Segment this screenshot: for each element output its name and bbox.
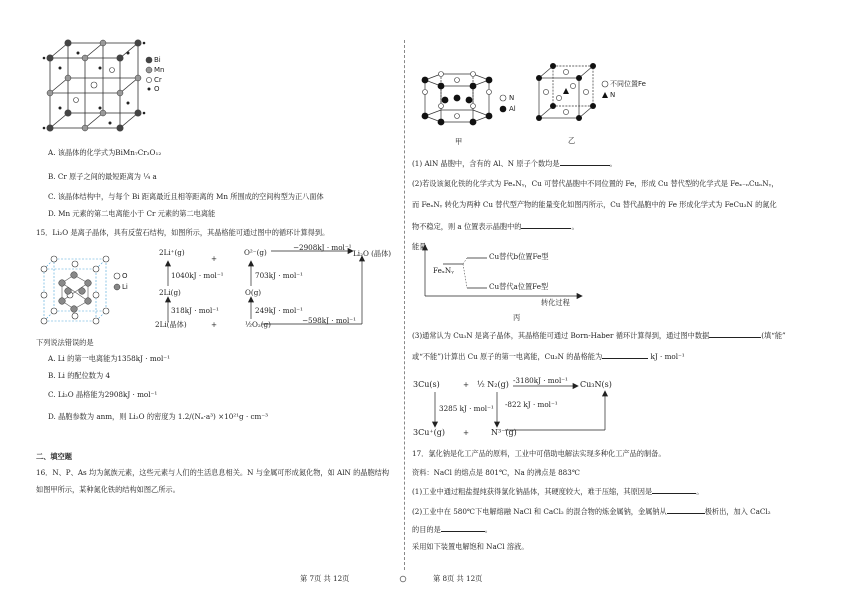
legend1-mn: Mn [154,66,165,74]
cycle2-cu-solid: 3Cu(s) [413,380,440,389]
cr-legend-dot [146,77,151,82]
q17-part1-text: (1)工业中通过粗盐提纯获得氯化钠晶体，其硬度较大，难于压缩，其原因是 [412,487,653,496]
q15-prompt: 下列说法错误的是 [36,338,94,347]
iron-nitride-cell-figure [535,62,597,124]
q16-part2-line2: 而 FeₓNᵧ 转化为两种 Cu 替代型产物的能量变化如图丙所示，Cu 替代晶胞中的 Fe 形成化学式为 FeCu₃N 的氮化 [412,200,777,209]
legend1-bi: Bi [154,56,161,64]
n-triangle-legend [602,92,608,98]
q17-part2-tail: 极析出，加入 CaCl₂ [704,507,771,516]
q17-data: 资料：NaCl 的熔点是 801℃，Na 的沸点是 883℃ [412,468,580,477]
cycle2-n-ion: N³⁻(g) [491,428,517,437]
q15-option-b-text: Li 的配位数为 4 [57,371,111,380]
q17-apparatus-intro: 采用如下装置电解饱和 NaCl 溶液。 [412,542,529,551]
energy-lower-product: Cu替代a位置Fe型 [489,282,549,291]
q15-option-d-letter: D. [48,412,56,421]
aln-cell-figure [417,70,497,130]
q15-option-a-letter: A. [48,354,56,363]
energy-ylabel: 能量 [412,242,427,251]
fig-jia-caption: 甲 [455,137,463,146]
q16-part3-line1-tail: (填“能” [761,331,786,340]
q16-part1-blank[interactable] [560,158,610,166]
q17-part2-blank2[interactable] [441,524,485,532]
q17-part2-line2: 的目的是 。 [412,525,492,534]
q15-option-c-text: Li₂O 晶格能为2908kJ · mol⁻¹ [57,390,158,399]
q16-part3-line2-text: 或“不能”)计算出 Cu 原子的第一电离能，Cu₃N 的晶格能为 [412,352,603,361]
footer-page-left: 第 7页 共 12页 [300,574,350,583]
cycle2-cu-ion: 3Cu⁺(g) [413,428,445,437]
q14-option-c [48,192,324,202]
q17-part2-line1 [412,506,771,517]
cycle2-product: Cu₃N(s) [580,380,612,389]
fe-legend-dot [602,81,608,87]
al-legend-dot [500,106,507,113]
bi-legend-dot [146,57,153,64]
q16-part1-text: (1) AlN 晶胞中，含有的 Al、N 原子个数均是 [412,159,560,168]
q16-part3-unit: kJ · mol⁻¹ [650,352,685,361]
cycle-li-gas: 2Li(g) [159,288,181,297]
q16-stem-line2: 如图甲所示，某种氮化铁的结构如图乙所示。 [36,485,180,494]
yi-legend-n: N [610,91,616,99]
q16-part2-line1: (2)若设该氮化铁的化学式为 FeₓNᵧ，Cu 可替代晶胞中不同位置的 Fe，形成 Cu 替代型的化学式是 Feₓ₋ₙCuₙNᵧ， [412,179,779,188]
cycle-plus-top: + [211,254,218,263]
q15-stem: 15．Li₂O 是离子晶体，具有反萤石结构，如图所示，其晶格能可通过图中的循环计算得到。 [36,228,330,237]
cycle2-half-n2: ½ N₂(g) [477,380,509,389]
q16-part2-line3-text: 物不稳定，则 a 位置表示晶胞中的 [412,222,522,231]
q14-option-d-text: Mn 元素的第二电离能小于 Cr 元素的第二电离能 [58,209,216,218]
o-legend-dot [114,273,120,279]
q14-option-b-letter: B. [48,172,56,181]
cycle-product: Li₂O (晶体) [353,249,392,258]
q16-part3-line2 [412,351,685,362]
yi-legend-fe: 不同位置Fe [610,80,646,88]
footer-page-right: 第 8页 共 12页 [433,574,483,583]
cycle2-formation-enthalpy: -3180kJ · mol⁻¹ [513,376,568,385]
mn-legend-dot [146,67,152,73]
q15-option-b [48,371,110,381]
q16-part1: (1) AlN 晶胞中，含有的 Al、N 原子个数均是 。 [412,159,617,168]
footer-circle-icon [399,575,407,583]
left-page [0,0,404,570]
cycle-o2-ion: O²⁻(g) [244,248,267,257]
cycle-ea-energy: 703kJ · mol⁻¹ [255,271,303,280]
q15-option-c [48,390,157,400]
n-legend-dot [500,95,506,101]
q14-option-a-letter: A. [48,148,56,157]
q14-option-d [48,209,215,219]
q16-part3-blank2[interactable] [602,351,648,359]
q14-option-b-text: Cr 原子之间的最短距离为 ¼ a [57,172,157,181]
q14-option-d-letter: D. [48,209,56,218]
q15-option-a-text: Li 的第一电离能为1358kJ · mol⁻¹ [57,354,170,363]
cycle-ie-energy: 1040kJ · mol⁻¹ [171,271,224,280]
jia-legend-n: N [509,94,515,102]
legend1-o: O [154,85,160,93]
q17-part2-line2-text: 的目的是 [412,525,441,534]
q14-option-a [48,148,161,158]
energy-xlabel: 转化过程 [541,298,570,307]
q17-part2-text: (2)工业中在 580℃下电解熔融 NaCl 和 CaCl₂ 的混合物的炼金属钠，金属钠从 [412,507,667,516]
q16-part3-line1 [412,330,786,341]
fig-yi-caption: 乙 [568,136,576,145]
q14-option-c-letter: C. [48,192,56,201]
li-legend-dot [114,284,120,290]
legend2-li: Li [122,283,128,291]
cycle2-n-energy: -822 kJ · mol⁻¹ [505,400,558,409]
li2o-cell-figure [38,255,110,327]
q17-part2-blank1[interactable] [667,506,705,514]
cycle-bond-energy: 249kJ · mol⁻¹ [255,306,303,315]
q16-part2-blank[interactable] [521,221,571,229]
q16-stem-line1: 16．N、P、As 均为氮族元素，这些元素与人们的生活息息相关。N 与金属可形成氮化物，如 AlN 的晶胞结构 [36,468,390,477]
cycle2-plus-bottom: + [463,428,470,437]
energy-caption: 丙 [513,313,521,322]
energy-reactant: FeₓNᵧ [433,266,454,275]
q17-stem: 17．氯化钠是化工产品的原料，工业中可借助电解法实现多种化工产品的制备。 [412,449,666,458]
q16-part2-line3: 物不稳定，则 a 位置表示晶胞中的 。 [412,222,579,231]
o-legend-dot [148,88,151,91]
q15-option-a [48,354,170,364]
cycle2-ionization-energy: 3285 kJ · mol⁻¹ [439,404,494,413]
cycle-li-solid: 2Li(晶体) [155,320,187,329]
q14-option-a-text: 该晶体的化学式为BiMn₇Cr₃O₁₂ [57,148,162,157]
q15-option-c-letter: C. [48,390,56,399]
q17-part1-blank[interactable] [652,486,696,494]
legend2-o: O [122,272,128,280]
cycle2-plus-top: + [463,380,470,389]
cycle-li-ion: 2Li⁺(g) [159,248,185,257]
cycle-lattice-energy: −2908kJ · mol⁻¹ [293,243,352,252]
energy-upper-product: Cu替代b位置Fe型 [489,252,549,261]
q15-option-d [48,412,268,422]
q16-part3-line1-text: (3)通常认为 Cu₃N 是离子晶体，其晶格能可通过 Born-Haber 循环计算得到，通过图中数据 [412,331,710,340]
q15-option-d-text: 晶胞参数为 anm，则 Li₂O 的密度为 1.2/(Nₐ·a³) ×10²¹g · cm⁻³ [58,412,269,421]
q15-option-b-letter: B. [48,371,56,380]
q14-option-b [48,172,157,182]
q14-option-c-text: 该晶体结构中，与每个 Bi 距离最近且相等距离的 Mn 所围成的空间构型为正八面体 [57,192,324,201]
cycle-formation-enthalpy: −598kJ · mol⁻¹ [302,316,356,325]
cycle-sublimation: 318kJ · mol⁻¹ [171,306,219,315]
cycle-o2-gas: ½O₂(g) [245,320,271,329]
cycle-plus-bottom: + [211,320,218,329]
jia-legend-al: Al [509,105,516,113]
cycle-o-gas: O(g) [245,288,262,297]
right-page [405,0,860,570]
section-fill-in-heading: 二、填空题 [36,452,72,461]
bi-mn-cr-o-cell-figure [40,38,150,138]
q16-part3-blank1[interactable] [709,330,761,338]
q17-part1: (1)工业中通过粗盐提纯获得氯化钠晶体，其硬度较大，难于压缩，其原因是 。 [412,487,704,496]
legend1-cr: Cr [154,76,162,84]
